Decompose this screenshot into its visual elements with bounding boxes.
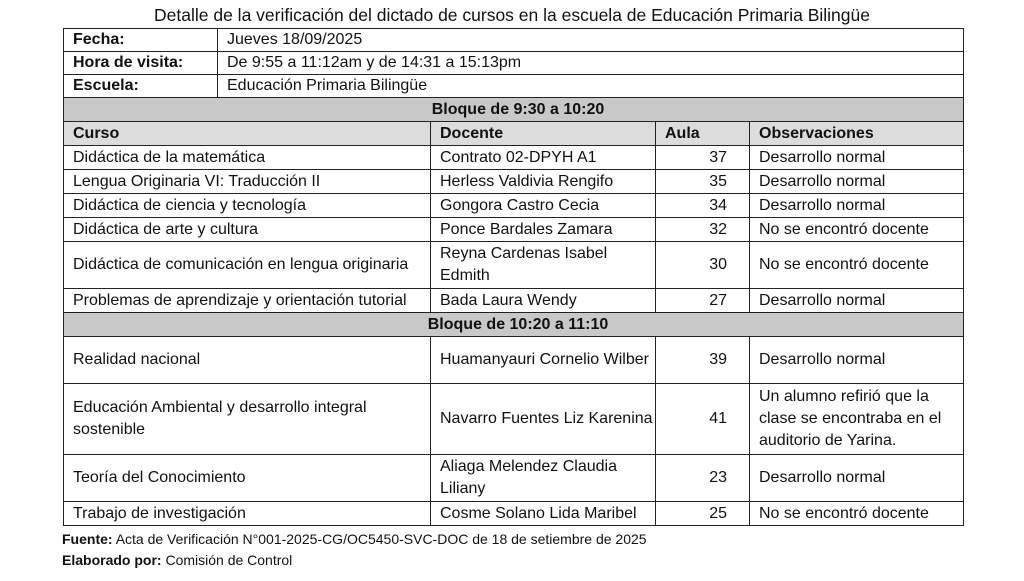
observaciones-cell: Desarrollo normal: [750, 337, 964, 384]
table-row: [64, 194, 964, 218]
column-header-row: [64, 122, 964, 146]
table-row: [64, 455, 964, 502]
curso-cell: Didáctica de comunicación en lengua originaria: [64, 242, 431, 289]
table-row: [64, 384, 964, 455]
info-value: Jueves 18/09/2025: [218, 29, 964, 52]
info-row-hora: [64, 52, 964, 75]
block-header: [64, 313, 964, 337]
info-value: De 9:55 a 11:12am y de 14:31 a 15:13pm: [218, 52, 964, 75]
aula-cell: 34: [656, 194, 750, 218]
docente-cell: Cosme Solano Lida Maribel: [431, 502, 656, 526]
observaciones-cell: Desarrollo normal: [750, 289, 964, 313]
info-label: Fecha:: [64, 29, 218, 52]
curso-cell: Didáctica de la matemática: [64, 146, 431, 170]
curso-cell: Didáctica de ciencia y tecnología: [64, 194, 431, 218]
curso-cell: Trabajo de investigación: [64, 502, 431, 526]
block-title: Bloque de 10:20 a 11:10: [64, 313, 964, 337]
verification-table: [63, 28, 964, 526]
observaciones-cell: No se encontró docente: [750, 502, 964, 526]
observaciones-cell: Desarrollo normal: [750, 194, 964, 218]
column-header-docente: Docente: [431, 122, 656, 146]
block-title: Bloque de 9:30 a 10:20: [64, 98, 964, 122]
curso-cell: Teoría del Conocimiento: [64, 455, 431, 502]
author-label: Elaborado por:: [62, 552, 162, 568]
curso-cell: Problemas de aprendizaje y orientación tutorial: [64, 289, 431, 313]
aula-cell: 23: [656, 455, 750, 502]
info-row-escuela: [64, 75, 964, 98]
aula-cell: 39: [656, 337, 750, 384]
aula-cell: 37: [656, 146, 750, 170]
observaciones-cell: Desarrollo normal: [750, 170, 964, 194]
docente-cell: Contrato 02-DPYH A1: [431, 146, 656, 170]
aula-cell: 30: [656, 242, 750, 289]
docente-cell: Ponce Bardales Zamara: [431, 218, 656, 242]
info-row-fecha: [64, 29, 964, 52]
table-row: [64, 218, 964, 242]
table-row: [64, 146, 964, 170]
curso-cell: Lengua Originaria VI: Traducción II: [64, 170, 431, 194]
column-header-observaciones: Observaciones: [750, 122, 964, 146]
column-header-aula: Aula: [656, 122, 750, 146]
docente-cell: Reyna Cardenas Isabel Edmith: [431, 242, 656, 289]
info-label: Hora de visita:: [64, 52, 218, 75]
docente-cell: Herless Valdivia Rengifo: [431, 170, 656, 194]
aula-cell: 41: [656, 384, 750, 455]
aula-cell: 35: [656, 170, 750, 194]
aula-cell: 27: [656, 289, 750, 313]
table-row: [64, 170, 964, 194]
source-label: Fuente:: [62, 531, 113, 547]
curso-cell: Educación Ambiental y desarrollo integral sostenible: [64, 384, 431, 455]
info-label: Escuela:: [64, 75, 218, 98]
aula-cell: 25: [656, 502, 750, 526]
source-text: Acta de Verificación N°001-2025-CG/OC5450-SVC-DOC de 18 de setiembre de 2025: [115, 531, 647, 547]
author-note: [62, 552, 292, 568]
info-value: Educación Primaria Bilingüe: [218, 75, 964, 98]
author-text: Comisión de Control: [165, 552, 293, 568]
table-row: [64, 289, 964, 313]
column-header-curso: Curso: [64, 122, 431, 146]
block-header: [64, 98, 964, 122]
observaciones-cell: No se encontró docente: [750, 242, 964, 289]
docente-cell: Aliaga Melendez Claudia Liliany: [431, 455, 656, 502]
curso-cell: Realidad nacional: [64, 337, 431, 384]
observaciones-cell: Desarrollo normal: [750, 146, 964, 170]
observaciones-cell: Un alumno refirió que la clase se encontraba en el auditorio de Yarina.: [750, 384, 964, 455]
docente-cell: Navarro Fuentes Liz Karenina: [431, 384, 656, 455]
table-row: [64, 242, 964, 289]
table-row: [64, 502, 964, 526]
docente-cell: Bada Laura Wendy: [431, 289, 656, 313]
table-row: [64, 337, 964, 384]
docente-cell: Huamanyauri Cornelio Wilber: [431, 337, 656, 384]
curso-cell: Didáctica de arte y cultura: [64, 218, 431, 242]
docente-cell: Gongora Castro Cecia: [431, 194, 656, 218]
table-title: Detalle de la verificación del dictado de cursos en la escuela de Educación Primaria Bilingüe: [154, 5, 870, 25]
observaciones-cell: No se encontró docente: [750, 218, 964, 242]
aula-cell: 32: [656, 218, 750, 242]
source-note: [62, 531, 647, 547]
observaciones-cell: Desarrollo normal: [750, 455, 964, 502]
